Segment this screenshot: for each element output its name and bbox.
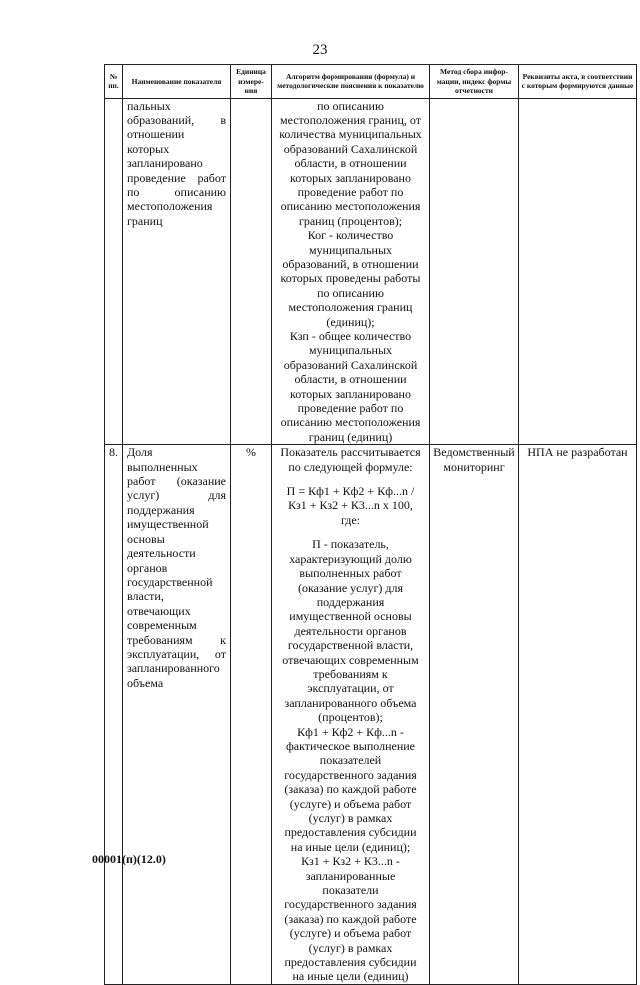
algorithm-paragraph: П - показатель, характеризующий долю выполненных работ (оказание услуг) для поддержания имущественной основы деятельности органов государственной власти, отвечающих современным требованиям к эксплуатации, от запланированного объема (процентов);	[282, 537, 419, 725]
header-method: Метод сбора инфор-мации, индекс формы отчетности	[430, 65, 519, 99]
act-cell: НПА не разработан	[519, 445, 637, 985]
indicator-name: Доля выполненных работ (оказание услуг) для поддержания имущественной основы деятельности органов государственной власти, отвечающих современным требованиям к эксплуатации, от запланированного объема	[127, 445, 226, 690]
header-number: № пп.	[105, 65, 123, 99]
header-indicator-name: Наименование показателя	[123, 65, 231, 99]
algorithm-paragraph: Кз1 + Кз2 + К3...n - запланированные показатели государственного задания (заказа) по каждой работе (услуге) и объема работ (услуг) в рамках предоставления субсидии на иные цели (единиц)	[284, 854, 417, 984]
table-row	[105, 98, 637, 445]
indicator-table	[104, 64, 637, 985]
unit-cell: %	[231, 445, 272, 985]
indicator-name-cell	[123, 445, 231, 985]
header-act: Реквизиты акта, в соответствии с которым формируются данные	[519, 65, 637, 99]
indicator-name-cell	[123, 98, 231, 445]
act-cell	[519, 98, 637, 445]
indicator-name: пальных образований, в отношении которых запланировано проведение работ по описанию местоположения границ	[127, 98, 226, 228]
header-algorithm: Алгоритм формирования (формула) и методологические пояснения к показателю	[272, 65, 430, 99]
method-cell	[430, 98, 519, 445]
algorithm-paragraph: Ког - количество муниципальных образований, в отношении которых проведены работы по описанию местоположения границ (единиц);	[280, 228, 421, 329]
algorithm-paragraph: Кзп - общее количество муниципальных образований Сахалинской области, в отношении которых запланировано проведение работ по описанию местоположения границ (единиц)	[280, 329, 421, 444]
page-number: 23	[312, 42, 328, 58]
algorithm-paragraph: по описанию местоположения границ, от количества муниципальных образований Сахалинской области, в отношении которых запланировано проведение работ по описанию местоположения границ (процентов);	[279, 98, 422, 228]
row-number	[105, 98, 123, 445]
algorithm-paragraph: Показатель рассчитывается по следующей формуле:	[280, 445, 421, 474]
algorithm-formula: П = Кф1 + Кф2 + Кф...n / Кз1 + Кз2 + К3...n х 100, где:	[286, 484, 415, 527]
algorithm-cell	[272, 98, 430, 445]
unit-cell	[231, 98, 272, 445]
table-row	[105, 445, 637, 985]
method-cell: Ведомственный мониторинг	[430, 445, 519, 985]
row-number: 8.	[105, 445, 123, 985]
table-header-row	[105, 65, 637, 99]
algorithm-paragraph: Кф1 + Кф2 + Кф...n - фактическое выполнение показателей государственного задания (заказа) по каждой работе (услуге) и объема работ (услуг) в рамках предоставления субсидии на иные цели (единиц);	[284, 724, 417, 854]
algorithm-cell	[272, 445, 430, 985]
document-code: 00001(п)(12.0)	[92, 852, 166, 866]
header-unit: Единица измере-ния	[231, 65, 272, 99]
